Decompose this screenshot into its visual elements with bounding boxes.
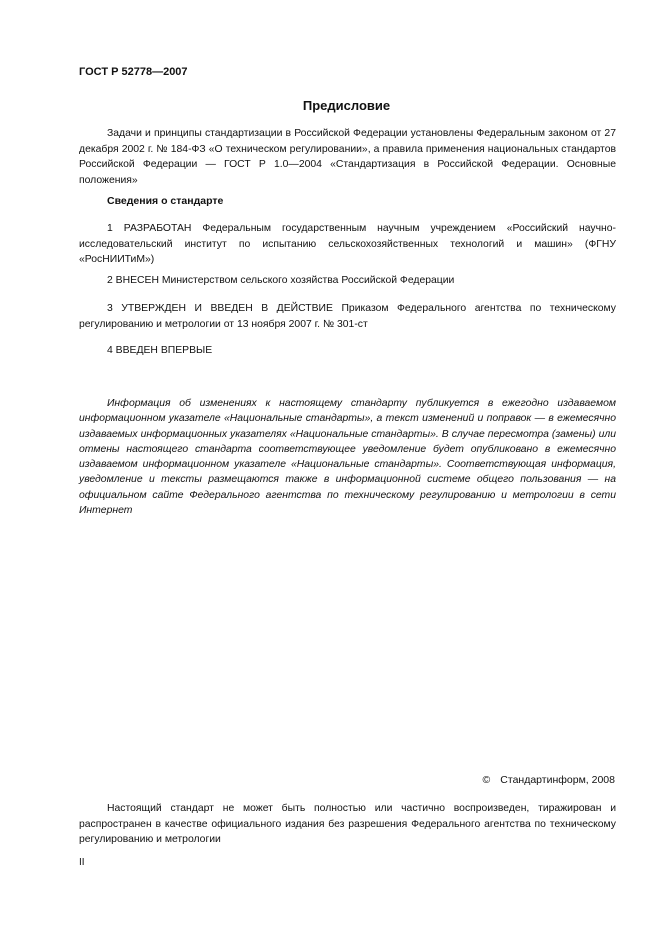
standard-info-item-submitted: 2 ВНЕСЕН Министерством сельского хозяйства Российской Федерации [107, 275, 455, 286]
page-number: II [79, 857, 85, 868]
intro-paragraph: Задачи и принципы стандартизации в Российской Федерации установлены Федеральным законом от 27 декабря 2002 г. № 184-ФЗ «О техническом регулировании», а правила применения национальных стандартов Российской Федерации — ГОСТ Р 1.0—2004 «Стандартизация в Российской Федерации. Основные положения» [79, 128, 616, 186]
copyright-line [483, 773, 615, 789]
standard-info-item-approved: 3 УТВЕРЖДЕН И ВВЕДЕН В ДЕЙСТВИЕ Приказом Федерального агентства по техническому регулированию и метрологии от 13 ноября 2007 г. № 301-ст [79, 303, 616, 330]
copyright-holder: Стандартинформ, 2008 [500, 774, 615, 786]
standard-info-item-first-introduced: 4 ВВЕДЕН ВПЕРВЫЕ [107, 345, 213, 356]
amendments-info-notice: Информация об изменениях к настоящему стандарту публикуется в ежегодно издаваемом информационном указателе «Национальные стандарты», а текст изменений и поправок — в ежемесячно издаваемых информационных указателях «Национальные стандарты». В случае пересмотра (замены) или отмены настоящего стандарта соответствующее уведомление будет опубликовано в ежемесячно издаваемом информационном указателе «Национальные стандарты». Соответствующая информация, уведомление и тексты размещаются также в информационной системе общего пользования — на официальном сайте Федерального агентства по техническому регулированию и метрологии в сети Интернет [79, 398, 616, 517]
copyright-symbol: © [482, 774, 491, 786]
standard-code-header: ГОСТ Р 52778—2007 [79, 66, 188, 78]
standard-info-subheading: Сведения о стандарте [107, 195, 224, 207]
standard-info-item-developed: 1 РАЗРАБОТАН Федеральным государственным научным учреждением «Российский научно-исследовательский институт по испытанию сельскохозяйственных технологий и машин» (ФГНУ «РосНИИТиМ») [79, 223, 616, 265]
page-title: Предисловие [302, 98, 391, 113]
reproduction-notice: Настоящий стандарт не может быть полностью или частично воспроизведен, тиражирован и распространен в качестве официального издания без разрешения Федерального агентства по техническому регулированию и метрологии [79, 803, 616, 845]
